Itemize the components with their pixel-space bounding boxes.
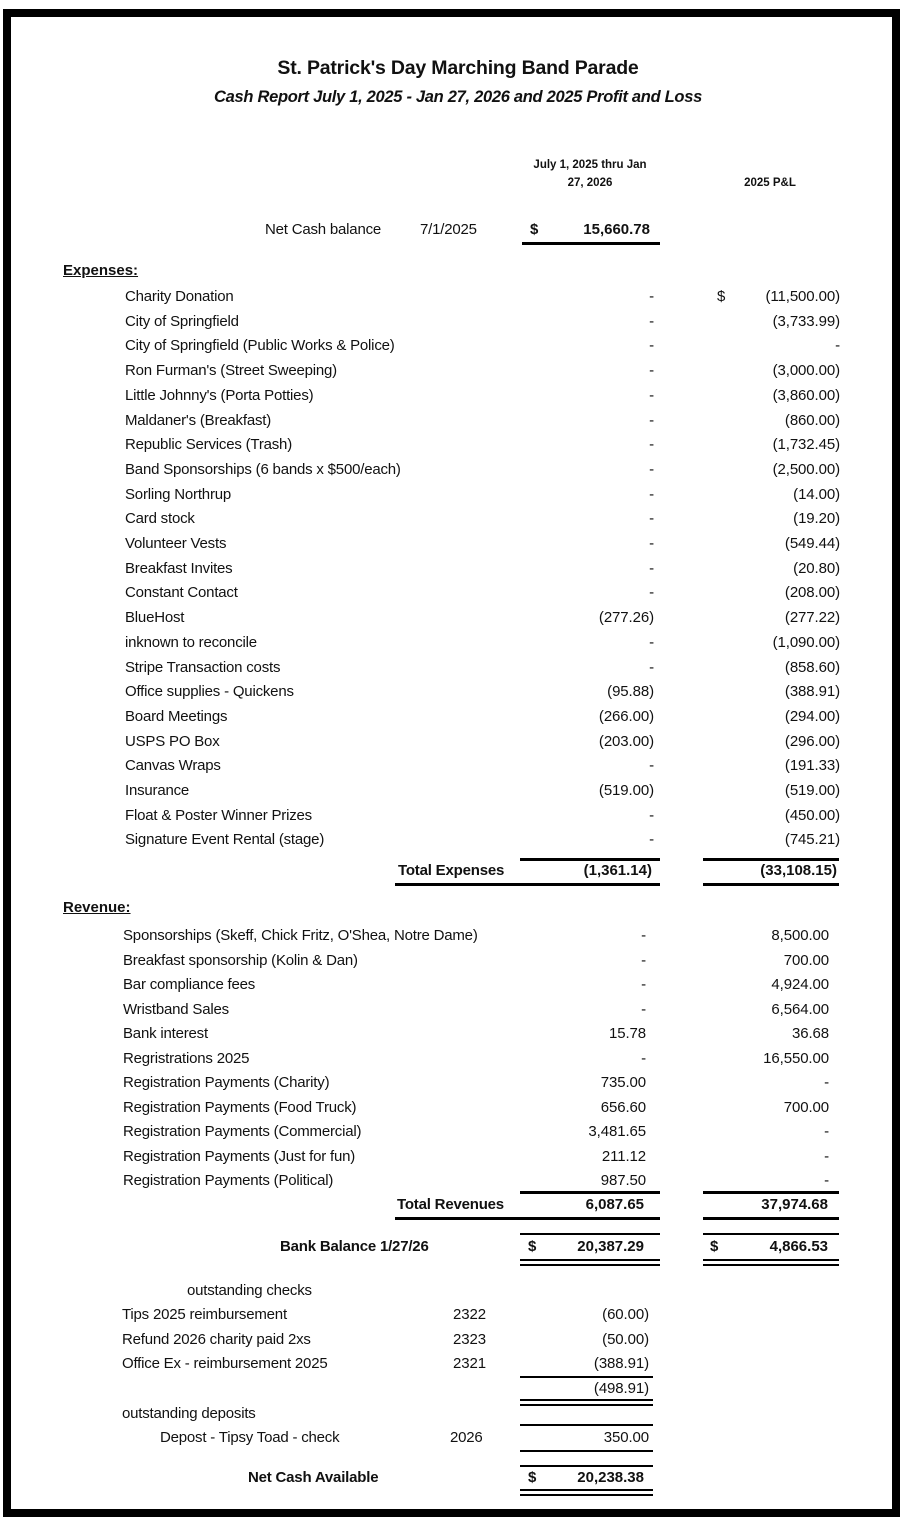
column-header-pl: 2025 P&L [744,177,796,189]
revenue-row-pl: 16,550.00 [763,1049,829,1067]
expense-row-label: USPS PO Box [125,732,220,750]
expense-row-period: - [649,386,654,404]
expense-row-period: - [649,411,654,429]
expense-row-pl: (2,500.00) [772,460,840,478]
expense-row-label: City of Springfield (Public Works & Police) [125,337,395,355]
expense-row-pl: (3,860.00) [772,386,840,404]
revenue-pl-total-topline [703,1191,839,1194]
expense-row-pl: (860.00) [784,411,840,429]
expense-row-period: - [649,485,654,503]
total-revenues-pl: 37,974.68 [761,1196,828,1213]
revenue-row-pl: - [824,1123,829,1140]
outstanding-deposits-heading: outstanding deposits [122,1405,256,1422]
revenue-row-period: - [641,1000,646,1018]
revenue-row-label: Registration Payments (Charity) [123,1074,330,1091]
revenue-row-label: Registration Payments (Commercial) [123,1123,362,1140]
outstanding-check-row-label: Office Ex - reimbursement 2025 [122,1355,328,1372]
revenue-heading: Revenue: [63,899,131,916]
revenue-period-total-topline [520,1191,660,1194]
report-subtitle: Cash Report July 1, 2025 - Jan 27, 2026 and 2025 Profit and Loss [214,88,702,106]
expense-row-period: - [649,535,654,552]
expense-row-period: - [649,806,654,824]
outstanding-deposits-topline [520,1424,653,1426]
total-expenses-label: Total Expenses [398,862,505,879]
column-header-period [520,156,660,192]
bank-balance-pl-doubleline [703,1259,839,1266]
outstanding-checks-total: (498.91) [593,1380,649,1397]
expense-row-period: - [649,757,654,775]
revenue-row-pl: - [824,1147,829,1165]
expense-row-period: - [649,436,654,454]
net-cash-label: Net Cash Available [248,1469,379,1486]
expense-row-period: - [649,584,654,602]
expense-row-period: - [649,559,654,577]
outstanding-check-row-check-number: 2321 [453,1355,486,1372]
expense-row-label: Maldaner's (Breakfast) [125,411,272,429]
revenue-row-pl: 8,500.00 [771,927,829,944]
expense-row-label: Little Johnny's (Porta Potties) [125,386,314,404]
revenue-row-pl: 36.68 [791,1025,829,1042]
expense-row-label: Stripe Transaction costs [125,658,281,676]
revenue-row-period: 656.60 [600,1098,646,1116]
expense-row-period: - [649,831,654,849]
bank-balance-pl-currency: $ [710,1238,719,1255]
expense-row-pl: (277.22) [784,609,840,627]
deposit-ref: 2026 [450,1429,483,1446]
expense-row-pl: (1,090.00) [772,633,840,651]
total-expenses-pl: (33,108.15) [760,862,837,879]
outstanding-checks-total-doubleline [520,1399,653,1406]
expense-row-period: - [649,362,654,380]
outstanding-check-row-amount: (60.00) [602,1306,649,1323]
expense-row-period: - [649,288,654,305]
opening-balance-label: Net Cash balance [265,221,382,238]
revenue-row-period: - [641,951,646,969]
expense-row-pl: - [835,337,840,355]
expense-row-period: - [649,460,654,478]
total-revenues-period: 6,087.65 [585,1196,644,1213]
expense-row-period: - [649,633,654,651]
expense-row-label: City of Springfield [125,312,239,330]
revenue-row-label: Bar compliance fees [123,976,256,993]
opening-balance-date: 7/1/2025 [420,221,477,238]
expense-row-period: - [649,658,654,676]
revenue-row-period: 15.78 [608,1025,646,1042]
revenue-row-pl: - [824,1074,829,1091]
expense-row-label: BlueHost [125,609,185,627]
expense-row-period: (95.88) [607,683,654,701]
expense-row-label: Band Sponsorships (6 bands x $500/each) [125,460,401,478]
bank-balance-period: 20,387.29 [577,1238,644,1255]
net-cash-currency: $ [528,1469,537,1486]
opening-balance-currency: $ [530,221,539,238]
outstanding-checks-heading: outstanding checks [187,1282,312,1299]
expense-row-pl: (19.20) [793,510,840,528]
expense-row-pl: (388.91) [784,683,840,701]
expense-row-period: (277.26) [598,609,654,627]
expense-row-pl: (20.80) [793,559,840,577]
bank-balance-label: Bank Balance 1/27/26 [280,1238,429,1255]
outstanding-check-row-label: Tips 2025 reimbursement [122,1306,287,1323]
expense-row-label: Signature Event Rental (stage) [125,831,325,849]
expense-row-pl: (208.00) [784,584,840,602]
revenue-row-period: - [641,976,646,993]
deposit-amount: 350.00 [603,1429,649,1446]
expense-row-pl: (519.00) [784,782,840,799]
column-header-period-line2: 27, 2026 [567,177,613,189]
report-title: St. Patrick's Day Marching Band Parade [277,57,639,79]
outstanding-check-row-amount: (388.91) [593,1355,649,1372]
expense-row-label: Sorling Northrup [125,485,232,503]
expense-row-period: - [649,312,654,330]
expense-row-label: Constant Contact [125,584,238,602]
opening-balance-amount: 15,660.78 [583,221,650,238]
outstanding-check-row-amount: (50.00) [602,1330,649,1348]
expense-row-period: - [649,510,654,528]
total-expenses-period: (1,361.14) [583,862,652,879]
expense-row-label: Office supplies - Quickens [125,683,294,701]
expenses-period-total-bottomline [395,883,660,886]
expense-row-label: Canvas Wraps [125,757,221,775]
revenue-row-period: - [641,1049,646,1067]
revenue-row-label: Regristrations 2025 [123,1049,250,1067]
expense-row-label: Charity Donation [125,288,234,305]
revenue-row-label: Wristband Sales [123,1000,229,1018]
net-cash-topline [520,1465,653,1467]
outstanding-deposits-bottomline [520,1450,653,1452]
expense-row-label: Board Meetings [125,707,228,725]
expense-row-period: - [649,337,654,355]
bank-balance-pl: 4,866.53 [769,1238,828,1255]
expenses-heading: Expenses: [63,262,139,279]
revenue-pl-total-bottomline [703,1217,839,1220]
bank-balance-period-doubleline [520,1259,660,1266]
expenses-period-total-topline [520,858,660,861]
bank-balance-pl-topline [703,1233,839,1235]
revenue-row-pl: 4,924.00 [771,976,829,993]
expense-row-pl: (3,000.00) [772,362,840,380]
revenue-row-pl: 6,564.00 [771,1000,829,1018]
expense-row-currency: $ [717,288,726,305]
revenue-row-period: - [641,927,646,944]
revenue-row-pl: 700.00 [783,1098,829,1116]
expense-row-period: (203.00) [598,732,654,750]
expense-row-period: (519.00) [598,782,654,799]
expenses-pl-total-bottomline [703,883,839,886]
expense-row-pl: (11,500.00) [765,288,840,305]
expense-row-label: Card stock [125,510,195,528]
outstanding-check-row-check-number: 2323 [453,1330,486,1348]
outstanding-check-row-label: Refund 2026 charity paid 2xs [122,1330,311,1348]
revenue-row-period: 211.12 [601,1147,646,1165]
expenses-pl-total-topline [703,858,839,861]
revenue-row-pl: 700.00 [783,951,829,969]
expense-row-pl: (450.00) [784,806,840,824]
outstanding-check-row-check-number: 2322 [453,1306,486,1323]
expense-row-label: Insurance [125,782,190,799]
expense-row-label: inknown to reconcile [125,633,257,651]
bank-balance-period-currency: $ [528,1238,537,1255]
revenue-row-pl: - [824,1172,829,1189]
revenue-row-label: Registration Payments (Just for fun) [123,1147,356,1165]
expense-row-pl: (549.44) [784,535,840,552]
total-revenues-label: Total Revenues [397,1196,504,1213]
expense-row-pl: (14.00) [793,485,840,503]
expense-row-pl: (1,732.45) [772,436,840,454]
revenue-row-label: Bank interest [123,1025,208,1042]
revenue-row-period: 3,481.65 [588,1123,646,1140]
revenue-period-total-bottomline [395,1217,660,1220]
expense-row-label: Ron Furman's (Street Sweeping) [125,362,337,380]
expense-row-pl: (191.33) [784,757,840,775]
net-cash-doubleline [520,1489,653,1496]
expense-row-label: Republic Services (Trash) [125,436,292,454]
outstanding-checks-subtotal-line [520,1376,653,1378]
column-header-period-line1: July 1, 2025 thru Jan [533,159,647,171]
revenue-row-label: Registration Payments (Political) [123,1172,334,1189]
revenue-row-label: Breakfast sponsorship (Kolin & Dan) [123,951,358,969]
revenue-row-label: Registration Payments (Food Truck) [123,1098,357,1116]
expense-row-pl: (296.00) [784,732,840,750]
revenue-row-period: 735.00 [600,1074,646,1091]
opening-balance-underline [522,242,660,245]
deposit-label: Depost - Tipsy Toad - check [160,1429,340,1446]
expense-row-label: Volunteer Vests [125,535,227,552]
revenue-row-period: 987.50 [600,1172,646,1189]
revenue-row-label: Sponsorships (Skeff, Chick Fritz, O'Shea, Notre Dame) [123,927,478,944]
net-cash-amount: 20,238.38 [577,1469,644,1486]
expense-row-pl: (745.21) [784,831,840,849]
expense-row-label: Breakfast Invites [125,559,233,577]
bank-balance-period-topline [520,1233,660,1235]
expense-row-pl: (3,733.99) [772,312,840,330]
expense-row-pl: (858.60) [784,658,840,676]
expense-row-period: (266.00) [598,707,654,725]
expense-row-label: Float & Poster Winner Prizes [125,806,312,824]
expense-row-pl: (294.00) [784,707,840,725]
